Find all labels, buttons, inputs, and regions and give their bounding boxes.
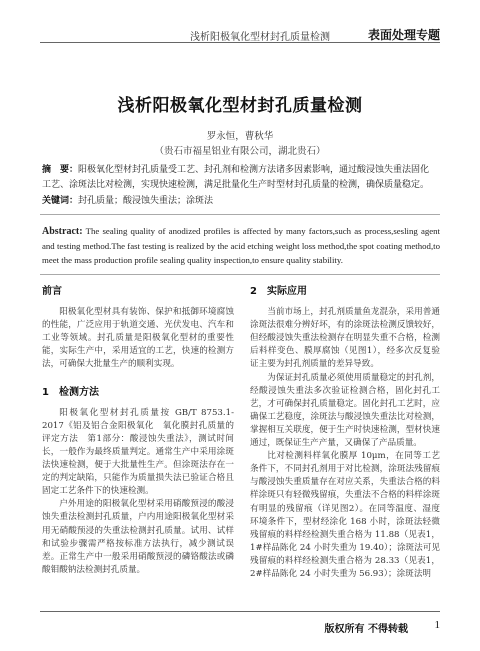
abstract-english (42, 224, 440, 267)
header-rule (40, 42, 440, 43)
keywords-chinese (42, 194, 438, 208)
section-1-heading: 1 检测方法 (42, 386, 99, 398)
section-2-paragraph-1: 当前市场上，封孔剂质量鱼龙混杂，采用普通涂斑法很难分辨好坏，有的涂斑法检测反馈较好，但经酸浸蚀失重法检测存在明显失重不合格，检测后料样变色、膜厚腐蚀（见图1），经多次反复验证主要为封孔剂质量的差异导致。 (250, 307, 440, 370)
abstract-chinese (42, 163, 438, 193)
section-2-heading: 2 实际应用 (250, 286, 307, 297)
foreword-paragraph: 阳极氧化型材具有装饰、保护和抵御环境腐蚀的性能，广泛应用于轨道交通、光伏发电、汽车和工业等领域。封孔质量是阳极氧化型材的重要性能，实际生产中，采用适宜的工艺，快速的检测方法，可确保大批量生产的顺利实现。 (42, 307, 234, 370)
keywords-cn-text: 封孔质量；酸浸蚀失重法；涂斑法 (78, 196, 214, 206)
abstract-en-label: Abstract: (42, 226, 83, 237)
section-label: 表面处理专题 (367, 28, 440, 42)
abstract-cn-text: 阳极氧化型材封孔质量受工艺、封孔剂和检测方法诸多因素影响，通过酸浸蚀失重法固化工艺、涂斑法比对检测，实现快速检测，满足批量化生产时型材封孔质量的检测，确保质量稳定。 (42, 165, 430, 190)
affiliation: （贵石市福星铝业有限公司，湖北贵石） (154, 146, 326, 157)
keywords-cn-label: 关键词： (42, 196, 79, 206)
article-title: 浅析阳极氧化型材封孔质量检测 (117, 96, 363, 116)
right-column (250, 285, 440, 581)
section-1-paragraph-1: 阳极氧化型材封孔质量按 GB/T 8753.1-2017《铝及铝合金阳极氧化 氧化膜封孔质量的评定方法 第1部分：酸浸蚀失重法》，测试时间长，一般作为最终质量判定。通常生产中采用涂斑法快速检测，便于大批量性生产。但涂斑法存在一定的判定缺陷，只能作为质量损失法已验证合格且固定工艺条件下的快速检测。 (42, 407, 234, 497)
page-header (40, 20, 440, 42)
left-column (42, 285, 234, 577)
abstract-divider (40, 214, 440, 215)
authors: 罗永恒，曹秋华 (206, 131, 274, 142)
copyright-notice: 版权所有 不得转载 (324, 624, 408, 635)
body-divider (40, 274, 440, 275)
abstract-cn-label: 摘 要： (42, 165, 79, 175)
abstract-en-text: The sealing quality of anodized profiles is affected by many factors,such as process,sesling agent and testing method.The fast testing is realized by the acid etching weight loss method,the spot coating method,to meet the mass production profile sealing quality inspection,to ensure quality stability. (42, 226, 440, 265)
page-number: 1 (434, 619, 440, 631)
running-title: 浅析阳极氧化型材封孔质量检测 (190, 32, 330, 43)
section-1-paragraph-2: 户外用途的阳极氧化型材采用硝酸预浸的酸浸蚀失重法检测封孔质量，户内用途阳极氧化型材采用无硝酸预浸的失重法检测封孔质量。试用、试样和试验步骤需严格按标准方法执行，减少测试误差。正常生产中一般采用硝酸预浸的磷铬酸法或磷酸钼酸钠法检测封孔质量。 (42, 499, 234, 575)
section-2-paragraph-3: 比对检测料样氧化膜厚 10μm，在同等工艺条件下，不同封孔剂用于对比检测，涂斑法残留痕与酸浸蚀失重质量存在对应关系，失重法合格的料样涂斑只有轻微残留痕，失重法不合格的料样涂斑有明显的残留痕（详见图2）。在同等温度、湿度环境条件下，型材经涂化 168 小时，涂斑法轻微残留痕的料样经检测失重合格为 11.88（见表1，1#样品陈化 24 小时失重为 19.40）；涂斑法可见残留痕的料样经检测失重合格为 28.33（见表1，2#样品陈化 24 小时失重为 56.93）；涂斑法明 (250, 451, 440, 579)
page-footer (40, 611, 440, 637)
footer-rule (40, 611, 440, 612)
section-2-paragraph-2: 为保证封孔质量必须使用质量稳定的封孔剂，经酸浸蚀失重法多次验证检测合格，固化封孔工艺，才可确保封孔质量稳定。固化封孔工艺时，应确保工艺稳度，涂斑法与酸浸蚀失重法比对检测，掌握相互关联度，便于生产时快速检测，型材快速通过，既保证生产产量，又确保了产品质量。 (250, 372, 440, 449)
foreword-heading: 前言 (42, 286, 62, 297)
